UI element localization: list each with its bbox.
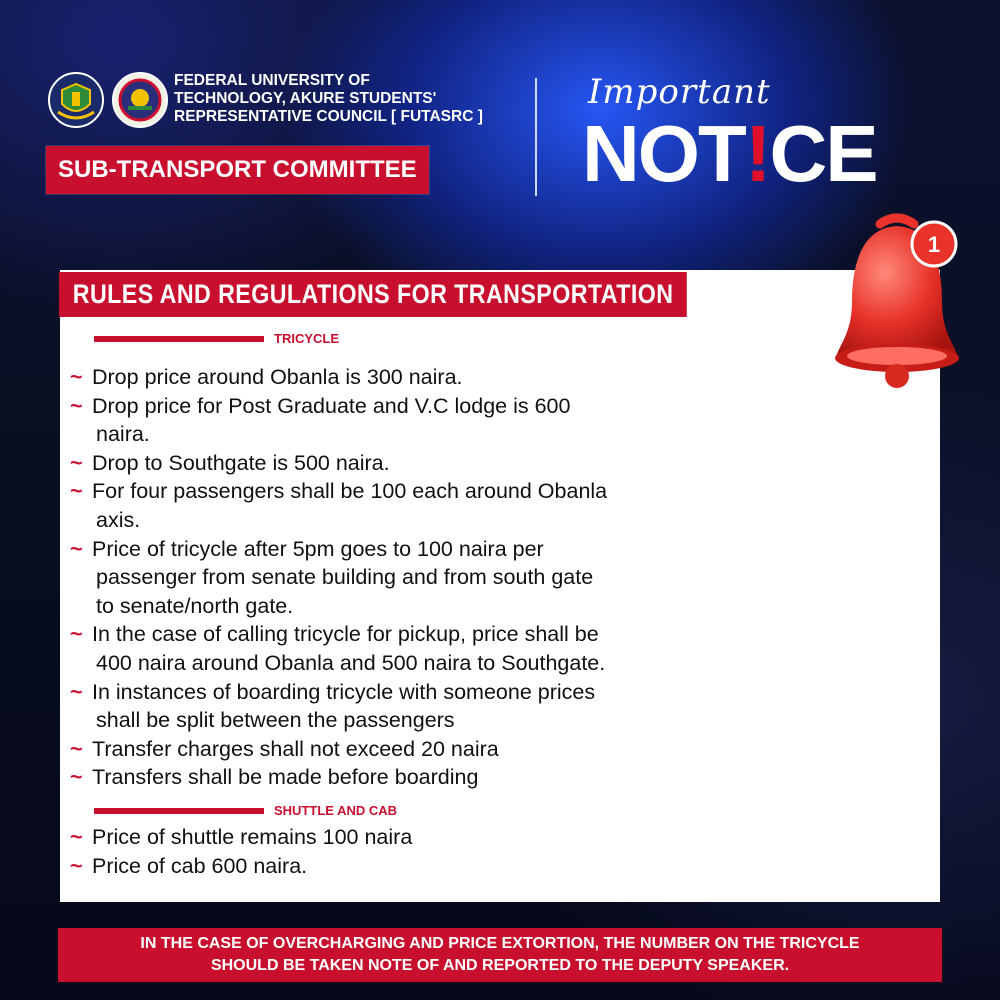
rule-line: In instances of boarding tricycle with someone prices bbox=[92, 679, 596, 704]
rule-item bbox=[70, 535, 770, 621]
rule-line: Transfers shall be made before boarding bbox=[92, 765, 479, 790]
notice-heading bbox=[582, 109, 877, 198]
rule-item bbox=[70, 852, 770, 881]
org-name bbox=[174, 72, 504, 126]
notice-text-end: CE bbox=[769, 109, 877, 198]
rule-item bbox=[70, 392, 770, 449]
footer-line: SHOULD BE TAKEN NOTE OF AND REPORTED TO THE DEPUTY SPEAKER. bbox=[210, 957, 790, 974]
notice-text-start: NOT bbox=[582, 109, 745, 198]
rule-line: In the case of calling tricycle for pickup, price shall be bbox=[92, 622, 599, 647]
rule-line: Transfer charges shall not exceed 20 naira bbox=[92, 736, 499, 761]
rule-line: Price of cab 600 naira. bbox=[92, 853, 308, 878]
rule-item bbox=[70, 363, 770, 392]
notification-bell-icon bbox=[822, 206, 972, 400]
bullet-tilde: ~ bbox=[70, 825, 83, 849]
footer-line: IN THE CASE OF OVERCHARGING AND PRICE EXTORTION, THE NUMBER ON THE TRICYCLE bbox=[140, 935, 860, 952]
org-name-line: REPRESENTATIVE COUNCIL [ FUTASRC ] bbox=[174, 108, 483, 125]
rule-line: Drop to Southgate is 500 naira. bbox=[92, 450, 390, 475]
rule-item bbox=[70, 735, 770, 764]
logo-group bbox=[48, 72, 168, 128]
rule-item bbox=[70, 620, 770, 677]
bullet-tilde: ~ bbox=[70, 679, 83, 704]
section-label-text: SHUTTLE AND CAB bbox=[274, 803, 398, 818]
section-divider-bar bbox=[94, 808, 264, 814]
org-name-line: FEDERAL UNIVERSITY OF bbox=[174, 72, 370, 89]
rule-line: Price of shuttle remains 100 naira bbox=[92, 825, 413, 849]
futasrc-seal-icon bbox=[112, 72, 168, 128]
rule-item bbox=[70, 763, 770, 792]
rule-line: Price of tricycle after 5pm goes to 100 naira per bbox=[92, 536, 544, 561]
section-label-text: TRICYCLE bbox=[274, 331, 339, 346]
section-divider-bar bbox=[94, 336, 264, 342]
bullet-tilde: ~ bbox=[70, 536, 83, 561]
header-divider bbox=[535, 78, 537, 196]
rule-line: axis. bbox=[96, 507, 141, 532]
bullet-tilde: ~ bbox=[70, 853, 83, 878]
rules-title: RULES AND REGULATIONS FOR TRANSPORTATION bbox=[59, 272, 687, 317]
rule-item bbox=[70, 823, 770, 852]
rule-line: shall be split between the passengers bbox=[96, 708, 455, 733]
bell-badge-count: 1 bbox=[927, 232, 941, 257]
section-label-tricycle bbox=[94, 331, 339, 346]
rule-item bbox=[70, 477, 770, 534]
bullet-tilde: ~ bbox=[70, 622, 83, 647]
tricycle-rules-list bbox=[70, 363, 770, 792]
rule-item bbox=[70, 678, 770, 735]
rule-line: naira. bbox=[96, 422, 150, 447]
rule-line: Drop price for Post Graduate and V.C lodge is 600 bbox=[92, 393, 571, 418]
rule-line: Drop price around Obanla is 300 naira. bbox=[92, 365, 463, 389]
org-name-line: TECHNOLOGY, AKURE STUDENTS' bbox=[174, 90, 437, 107]
section-label-shuttle-cab bbox=[94, 803, 397, 818]
rule-line: to senate/north gate. bbox=[96, 593, 294, 618]
notice-exclamation: ! bbox=[744, 109, 770, 198]
bullet-tilde: ~ bbox=[70, 450, 83, 475]
bullet-tilde: ~ bbox=[70, 736, 83, 761]
university-crest-icon bbox=[48, 72, 104, 128]
committee-banner: SUB-TRANSPORT COMMITTEE bbox=[46, 146, 429, 194]
footer-warning-banner bbox=[58, 928, 942, 982]
rule-item bbox=[70, 449, 770, 478]
rule-line: 400 naira around Obanla and 500 naira to Southgate. bbox=[96, 650, 606, 675]
bullet-tilde: ~ bbox=[70, 479, 83, 504]
bullet-tilde: ~ bbox=[70, 765, 83, 790]
important-label: Important bbox=[588, 72, 771, 112]
bullet-tilde: ~ bbox=[70, 365, 83, 389]
shuttle-cab-rules-list bbox=[70, 823, 770, 880]
rule-line: For four passengers shall be 100 each around Obanla bbox=[92, 479, 608, 504]
rule-line: passenger from senate building and from south gate bbox=[96, 565, 594, 590]
bullet-tilde: ~ bbox=[70, 393, 83, 418]
